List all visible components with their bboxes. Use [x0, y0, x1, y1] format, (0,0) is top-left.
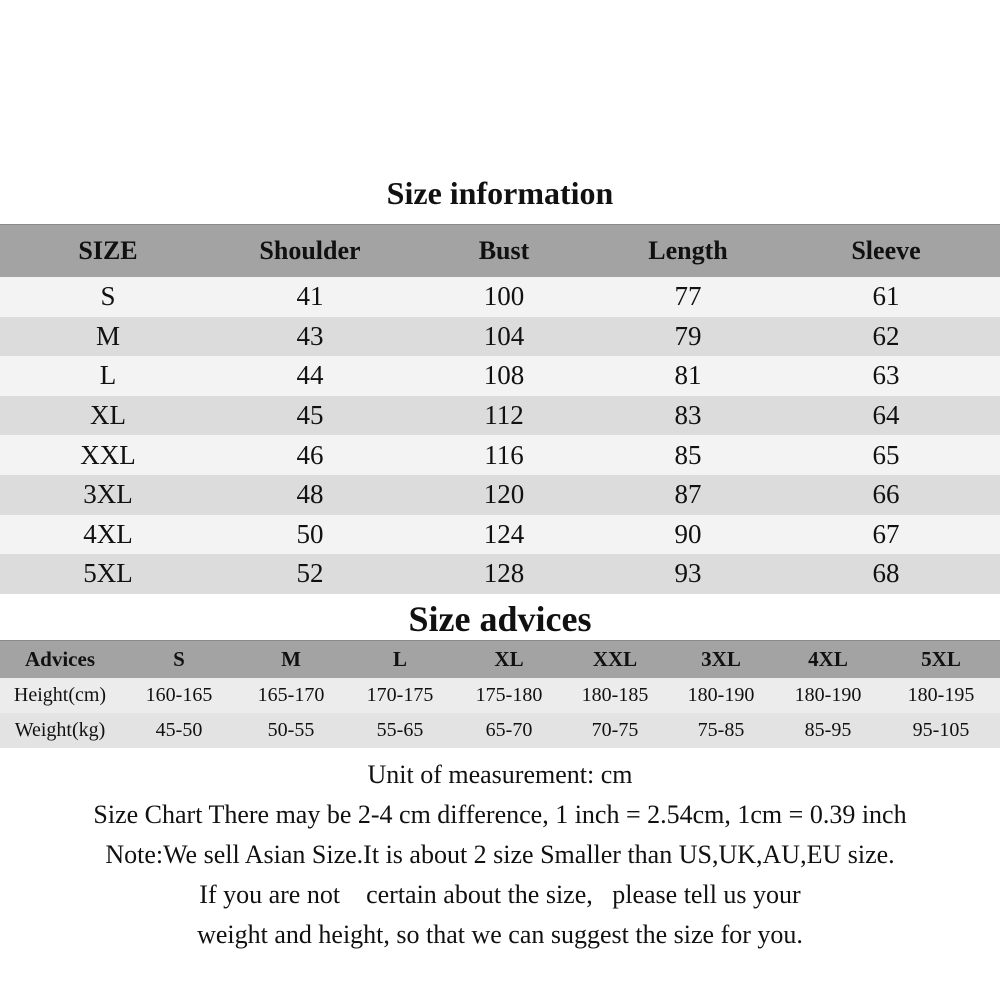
shoulder-column-header: Shoulder: [259, 236, 361, 265]
height-cell: 180-190: [794, 684, 862, 706]
sleeve-cell: 67: [872, 518, 900, 549]
size-m-column-header: M: [281, 647, 301, 671]
size-3xl-column-header: 3XL: [701, 647, 741, 671]
size-information-table: [0, 224, 1000, 594]
size-cell: S: [100, 281, 116, 312]
size-information-title: Size information: [386, 175, 614, 211]
weight-cell: 85-95: [804, 719, 852, 741]
shoulder-cell: 44: [296, 360, 324, 391]
size-cell: M: [95, 320, 120, 351]
size-xl-column-header: XL: [494, 647, 524, 671]
size-s-column-header: S: [173, 647, 185, 671]
bust-cell: 124: [483, 518, 525, 549]
table-row: [0, 396, 1000, 436]
length-cell: 90: [674, 518, 702, 549]
height-row-label: Height(cm): [13, 684, 107, 706]
size-advices-table: [0, 640, 1000, 748]
table-row: [0, 317, 1000, 357]
weight-cell: 75-85: [697, 719, 745, 741]
weight-cell: 70-75: [591, 719, 639, 741]
height-row: [0, 678, 1000, 713]
length-cell: 77: [674, 281, 702, 312]
size-xxl-column-header: XXL: [592, 647, 638, 671]
size-cell: L: [99, 360, 117, 391]
advices-column-header: Advices: [25, 647, 95, 671]
height-cell: 170-175: [366, 684, 434, 706]
shoulder-cell: 46: [296, 439, 324, 470]
weight-row: [0, 713, 1000, 748]
weight-cell: 65-70: [485, 719, 533, 741]
sleeve-column-header: Sleeve: [851, 236, 921, 265]
size-cell: XXL: [80, 439, 136, 470]
size-4xl-column-header: 4XL: [808, 647, 848, 671]
table-row: [0, 554, 1000, 594]
length-column-header: Length: [648, 236, 728, 265]
size-cell: XL: [90, 400, 126, 431]
size-cell: 5XL: [83, 558, 133, 589]
shoulder-cell: 45: [296, 400, 324, 431]
length-cell: 85: [674, 439, 702, 470]
height-cell: 180-190: [687, 684, 755, 706]
height-cell: 180-195: [907, 684, 975, 706]
asian-size-note: Note:We sell Asian Size.It is about 2 size Smaller than US,UK,AU,EU size.: [105, 840, 895, 869]
size-5xl-column-header: 5XL: [921, 647, 961, 671]
sleeve-cell: 61: [872, 281, 900, 312]
sleeve-cell: 62: [872, 320, 900, 351]
bust-cell: 108: [483, 360, 525, 391]
size-cell: 4XL: [83, 518, 133, 549]
sleeve-cell: 66: [872, 479, 900, 510]
shoulder-cell: 50: [296, 518, 324, 549]
sleeve-cell: 64: [872, 400, 900, 431]
bust-cell: 128: [483, 558, 525, 589]
table-row: [0, 277, 1000, 317]
unit-note: Unit of measurement: cm: [367, 760, 633, 789]
height-cell: 175-180: [475, 684, 543, 706]
height-cell: 180-185: [581, 684, 649, 706]
advice-table-header-row: [0, 640, 1000, 678]
advice-note-line-2: weight and height, so that we can suggest the size for you.: [197, 920, 803, 949]
table-row: [0, 435, 1000, 475]
length-cell: 83: [674, 400, 702, 431]
size-notes: [0, 755, 1000, 955]
weight-cell: 50-55: [267, 719, 315, 741]
sleeve-cell: 63: [872, 360, 900, 391]
table-row: [0, 475, 1000, 515]
advice-note-line-1: If you are not certain about the size, please tell us your: [199, 880, 801, 909]
bust-cell: 120: [483, 479, 525, 510]
weight-cell: 55-65: [376, 719, 424, 741]
size-l-column-header: L: [392, 647, 407, 671]
shoulder-cell: 48: [296, 479, 324, 510]
bust-cell: 116: [484, 439, 524, 470]
length-cell: 87: [674, 479, 702, 510]
table-row: [0, 356, 1000, 396]
length-cell: 79: [674, 320, 702, 351]
difference-note: Size Chart There may be 2-4 cm difference, 1 inch = 2.54cm, 1cm = 0.39 inch: [93, 800, 907, 829]
height-cell: 165-170: [257, 684, 325, 706]
weight-cell: 45-50: [155, 719, 203, 741]
sleeve-cell: 65: [872, 439, 900, 470]
shoulder-cell: 43: [296, 320, 324, 351]
bust-cell: 104: [483, 320, 525, 351]
length-cell: 81: [674, 360, 702, 391]
table-row: [0, 515, 1000, 555]
length-cell: 93: [674, 558, 702, 589]
sleeve-cell: 68: [872, 558, 900, 589]
size-advices-title: Size advices: [408, 599, 592, 639]
bust-cell: 112: [484, 400, 524, 431]
shoulder-cell: 52: [296, 558, 324, 589]
height-cell: 160-165: [145, 684, 213, 706]
bust-column-header: Bust: [478, 236, 530, 265]
bust-cell: 100: [483, 281, 525, 312]
weight-cell: 95-105: [912, 719, 970, 741]
size-column-header: SIZE: [78, 236, 138, 265]
size-table-header-row: [0, 224, 1000, 277]
size-cell: 3XL: [83, 479, 133, 510]
shoulder-cell: 41: [296, 281, 324, 312]
weight-row-label: Weight(kg): [14, 719, 106, 741]
